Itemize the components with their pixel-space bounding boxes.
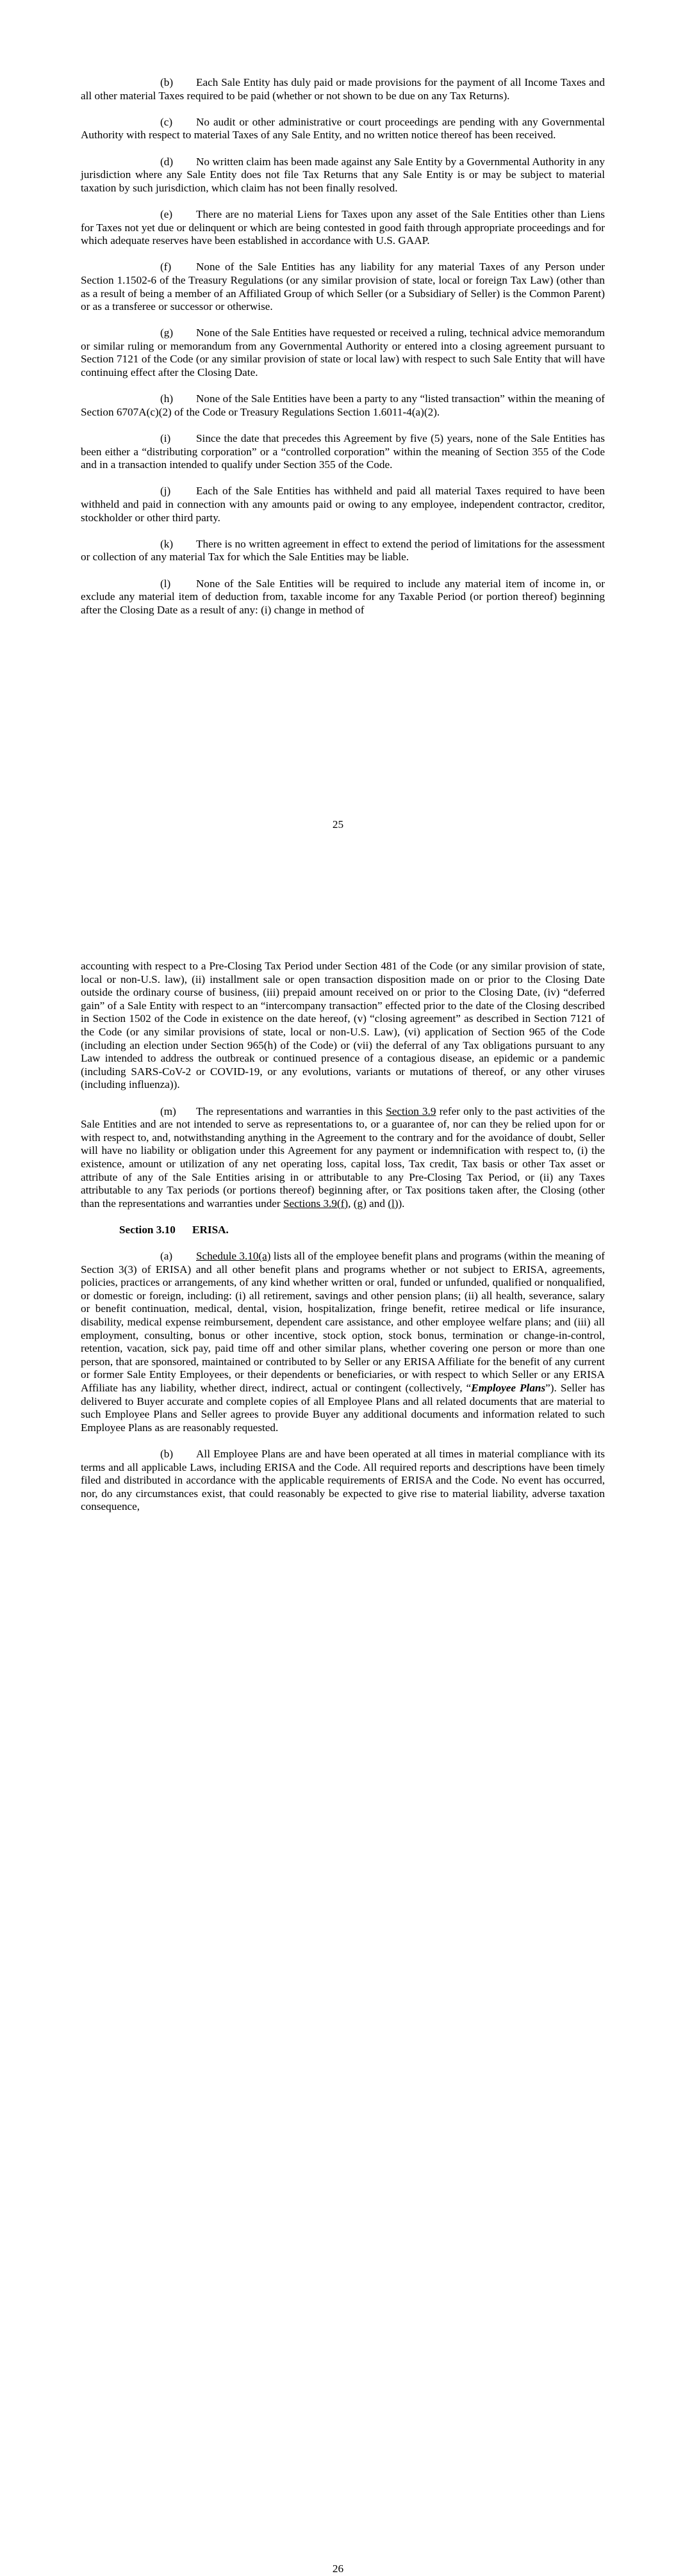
tax-paragraph-k <box>81 538 605 564</box>
paragraph-text: refer only to the past activities of the Sale Entities and are not intended to serve as representations to, or a guarantee of, nor can they be relied upon for or with respect to, and, notwithstanding anything in the Agreement to the contrary and for the avoidance of doubt, Seller will have no liability or obligation under this Agreement for any payment or indemnification with respect to, (i) the existence, amount or utilization of any net operating loss, capital loss, Tax credit, Tax basis or other Tax asset or attribute of any of the Sale Entities arising in or attributable to any Pre-Closing Tax Period, or (ii) any Taxes attributable to any Tax periods (or portions thereof) beginning after, or Tax positions taken after, the Closing (other than the representations and warranties under <box>81 1105 605 1210</box>
paragraph-text: lists all of the employee benefit plans and programs (within the meaning of Section 3(3) of ERISA) and all other benefit plans and programs whether or not subject to ERISA, agreements, policies, practices or arrangements, of any kind whether written or oral, funded or unfunded, qualified or nonqualified, or domestic or foreign, including: (i) all retirement, savings and other pension plans; (ii) all health, severance, salary or benefit continuation, medical, dental, vision, hospitalization, fringe benefit, retiree medical or life insurance, disability, medical expense reimbursement, dependent care assistance, and other employee welfare plans; and (iii) all employment, consulting, bonus or other incentive, stock option, stock bonus, termination or change-in-control, retention, vacation, sick pay, paid time off and other similar plans, whether covering one person or more than one person, that are sponsored, maintained or contributed to by Seller or any ERISA Affiliate for the benefit of any current or former Sale Entity Employees, or their dependents or beneficiaries, or with respect to which Seller or any ERISA Affiliate has any liability, whether direct, indirect, actual or contingent (collectively, “ <box>81 1250 605 1394</box>
page-number: 26 <box>332 2563 344 2575</box>
section-reference: (l) <box>388 1197 399 1210</box>
paragraph-text: The representations and warranties in this <box>196 1105 386 1117</box>
paragraph-text: Each of the Sale Entities has withheld and paid all material Taxes required to have been withheld and paid in connection with any amounts paid or owing to any employee, independent contractor, creditor, stockholder or other third party. <box>81 485 605 524</box>
paragraph-text: None of the Sale Entities have requested or received a ruling, technical advice memorandum or similar ruling or memorandum from any Governmental Authority or entered into a closing agreement pursuant to Section 7121 of the Code (or any similar provision of state or local law) with respect to such Sale Entity that will have continuing effect after the Closing Date. <box>81 327 605 379</box>
paragraph-text: No written claim has been made against any Sale Entity by a Governmental Authority in any jurisdiction where any Sale Entity does not file Tax Returns that any Sale Entity is or may be subject to material taxation by such jurisdiction, which claim has not been finally resolved. <box>81 155 605 194</box>
page-25-body <box>81 76 605 630</box>
paragraph-label: (e) <box>160 207 173 220</box>
paragraph-text: ). <box>398 1197 405 1210</box>
paragraph-label: (d) <box>160 155 174 168</box>
paragraph-text: There are no material Liens for Taxes upon any asset of the Sale Entities other than Liens for Taxes not yet due or delinquent or which are being contested in good faith through appropriate proceedings and for which adequate reserves have been established in accordance with U.S. GAAP. <box>81 207 605 247</box>
paragraph-label: (c) <box>160 115 173 128</box>
schedule-reference: Schedule 3.10(a) <box>196 1250 271 1263</box>
page-number: 25 <box>332 818 344 830</box>
tax-paragraph-i <box>81 432 605 472</box>
section-heading <box>81 1224 605 1237</box>
section-reference: Section 3.9 <box>386 1105 436 1117</box>
paragraph-text: None of the Sale Entities will be required to include any material item of income in, or exclude any material item of deduction from, taxable income for any Taxable Period (or portion thereof) beginning after the Closing Date as a result of any: (i) change in method of <box>81 577 605 616</box>
document-page-26 <box>0 874 676 2575</box>
tax-paragraph-l <box>81 578 605 617</box>
paragraph-label: (h) <box>160 393 174 405</box>
tax-paragraph-g <box>81 327 605 379</box>
section-reference: (g) <box>353 1197 367 1210</box>
tax-paragraph-f <box>81 261 605 313</box>
paragraph-label: (i) <box>160 432 171 445</box>
section-number: Section 3.10 <box>119 1223 176 1236</box>
tax-paragraph-b <box>81 76 605 102</box>
paragraph-label: (m) <box>160 1105 176 1117</box>
page-26-body <box>81 960 605 1527</box>
section-reference: Sections 3.9(f) <box>283 1197 349 1210</box>
paragraph-label: (l) <box>160 577 171 590</box>
paragraph-label: (a) <box>160 1250 173 1263</box>
tax-paragraph-c <box>81 116 605 142</box>
paragraph-label: (j) <box>160 485 171 498</box>
paragraph-text: and <box>366 1197 388 1210</box>
paragraph-text: No audit or other administrative or court proceedings are pending with any Governmental Authority with respect to material Taxes of any Sale Entity, and no written notice thereof has been received. <box>81 115 605 142</box>
paragraph-label: (b) <box>160 1447 174 1460</box>
paragraph-text: All Employee Plans are and have been operated at all times in material compliance with its terms and all applicable Laws, including ERISA and the Code. All required reports and descriptions have been timely filed and distributed in accordance with the applicable requirements of ERISA and the Code. No event has occurred, nor, do any circumstances exist, that could reasonably be expected to give rise to material liability, adverse taxation consequence, <box>81 1447 605 1513</box>
section-title: ERISA. <box>192 1223 229 1236</box>
erisa-paragraph-b <box>81 1448 605 1514</box>
document-page-25 <box>0 0 676 874</box>
tax-paragraph-e <box>81 208 605 248</box>
paragraph-text: Each Sale Entity has duly paid or made provisions for the payment of all Income Taxes and all other material Taxes required to be paid (whether or not shown to be due on any Tax Returns). <box>81 76 605 102</box>
tax-paragraph-d <box>81 156 605 195</box>
erisa-paragraph-a <box>81 1250 605 1434</box>
paragraph-text: There is no written agreement in effect to extend the period of limitations for the assessment or collection of any material Tax for which the Sale Entities may be liable. <box>81 537 605 563</box>
paragraph-label: (g) <box>160 327 174 339</box>
paragraph-label: (f) <box>160 261 172 273</box>
tax-paragraph-h <box>81 393 605 419</box>
paragraph-label: (b) <box>160 76 174 88</box>
paragraph-text: None of the Sale Entities have been a party to any “listed transaction” within the meaning of Section 6707A(c)(2) of the Code or Treasury Regulations Section 1.6011-4(a)(2). <box>81 393 605 418</box>
paragraph-text: , <box>348 1197 354 1210</box>
defined-term: Employee Plans <box>471 1382 546 1394</box>
paragraph-text: ”). Seller has delivered to Buyer accurate and complete copies of all Employee Plans and all related documents that are material to such Employee Plans and Seller agrees to provide Buyer any additional documents and information related to such Employee Plans as are reasonably requested. <box>81 1382 605 1434</box>
paragraph-text: Since the date that precedes this Agreement by five (5) years, none of the Sale Entities has been either a “distributing corporation” or a “controlled corporation” within the meaning of Section 355 of the Code and in a transaction intended to qualify under Section 355 of the Code. <box>81 432 605 471</box>
tax-paragraph-m <box>81 1105 605 1211</box>
tax-paragraph-l-continued: accounting with respect to a Pre-Closing Tax Period under Section 481 of the Code (or any similar provision of state, local or non-U.S. law), (ii) installment sale or open transaction disposition made on or prior to the Closing Date outside the ordinary course of business, (iii) prepaid amount received on or prior to the Closing Date, (iv) “deferred gain” of a Sale Entity with respect to an “intercompany transaction” effected prior to the date of the Closing described in Section 1502 of the Code in existence on the date hereof, (v) “closing agreement” as described in Section 7121 of the Code (or any similar provisions of state, local or non-U.S. Law), (vi) application of Section 965 of the Code (including an election under Section 965(h) of the Code) or (vii) the deferral of any Tax obligations pursuant to any Law intended to address the outbreak or continued presence of a contagious disease, an epidemic or a pandemic (including SARS-CoV-2 or COVID-19, or any evolutions, variants or mutations of thereof, or any other viruses (including influenza)). <box>81 960 605 1091</box>
paragraph-text: None of the Sale Entities has any liability for any material Taxes of any Person under Section 1.1502-6 of the Treasury Regulations (or any similar provision of state, local or foreign Tax Law) (other than as a result of being a member of an Affiliated Group of which Seller (or a Subsidiary of Seller) is the Common Parent) or as a transferee or successor or otherwise. <box>81 261 605 313</box>
tax-paragraph-j <box>81 485 605 524</box>
paragraph-label: (k) <box>160 537 174 550</box>
